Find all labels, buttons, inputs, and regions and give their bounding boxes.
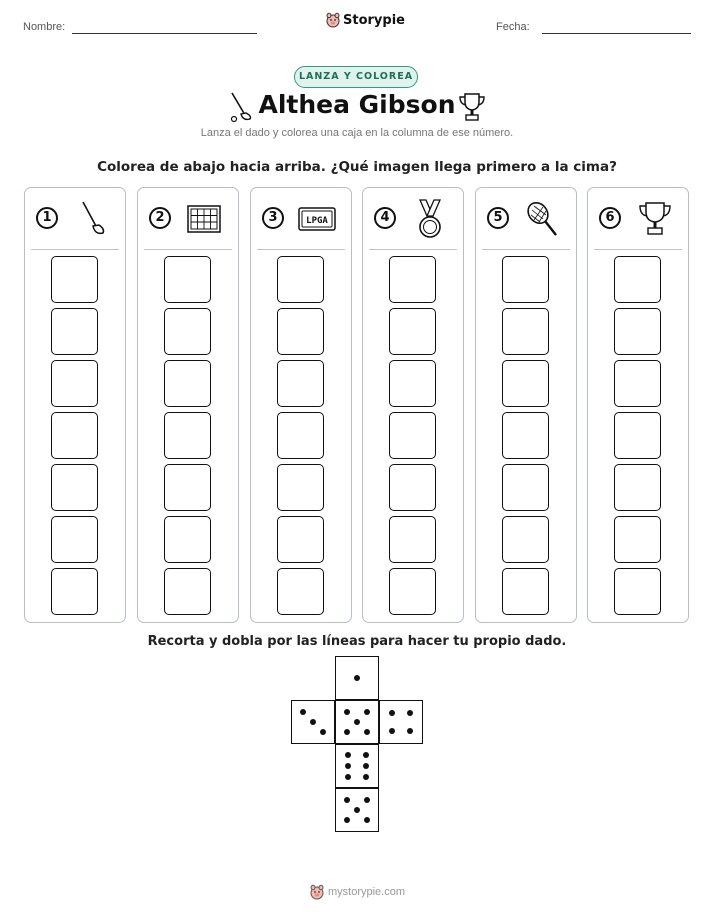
name-label: Nombre:	[23, 21, 66, 33]
color-box[interactable]	[277, 256, 324, 303]
color-box[interactable]	[277, 568, 324, 615]
column-6	[587, 187, 689, 623]
color-box[interactable]	[389, 256, 436, 303]
column-divider	[257, 249, 345, 250]
date-line	[542, 33, 691, 34]
column-number: 6	[599, 207, 621, 229]
column-2	[137, 187, 239, 623]
die-pip	[363, 774, 369, 780]
color-box[interactable]	[502, 516, 549, 563]
color-box[interactable]	[614, 464, 661, 511]
column-4	[362, 187, 464, 623]
color-box[interactable]	[277, 412, 324, 459]
color-box[interactable]	[164, 412, 211, 459]
footer-url[interactable]: mystorypie.com	[328, 886, 406, 898]
brand-logo	[326, 12, 405, 28]
color-box[interactable]	[51, 360, 98, 407]
die-pip	[354, 719, 360, 725]
color-box[interactable]	[614, 568, 661, 615]
activity-badge: LANZA Y COLOREA	[294, 66, 418, 88]
color-box[interactable]	[277, 516, 324, 563]
name-line	[72, 33, 257, 34]
die-face-3	[291, 700, 335, 744]
color-box[interactable]	[502, 308, 549, 355]
page-title: Althea Gibson	[258, 90, 456, 119]
die-pip	[344, 817, 350, 823]
pig-mascot-icon	[326, 12, 340, 28]
die-pip	[345, 752, 351, 758]
color-box[interactable]	[51, 412, 98, 459]
color-box[interactable]	[389, 516, 436, 563]
die-pip	[363, 763, 369, 769]
die-pip	[344, 729, 350, 735]
column-divider	[482, 249, 570, 250]
die-pip	[344, 709, 350, 715]
die-pip	[364, 817, 370, 823]
die-pip	[345, 774, 351, 780]
brand-name: Storypie	[343, 12, 405, 28]
die-pip	[364, 797, 370, 803]
die-pip	[344, 797, 350, 803]
column-number: 1	[36, 207, 58, 229]
die-face-5	[335, 788, 379, 832]
color-box[interactable]	[277, 308, 324, 355]
die-pip	[354, 675, 360, 681]
color-box[interactable]	[164, 360, 211, 407]
footer	[310, 884, 405, 900]
column-5	[475, 187, 577, 623]
color-box[interactable]	[51, 464, 98, 511]
column-divider	[31, 249, 119, 250]
die-pip	[345, 763, 351, 769]
die-face-5	[335, 700, 379, 744]
die-pip	[364, 709, 370, 715]
color-box[interactable]	[502, 412, 549, 459]
die-pip	[363, 752, 369, 758]
color-box[interactable]	[164, 516, 211, 563]
color-box[interactable]	[614, 256, 661, 303]
color-box[interactable]	[614, 412, 661, 459]
color-box[interactable]	[164, 568, 211, 615]
die-pip	[407, 710, 413, 716]
die-pip	[320, 729, 326, 735]
column-divider	[594, 249, 682, 250]
trophy-icon	[456, 91, 488, 123]
color-box[interactable]	[389, 412, 436, 459]
color-box[interactable]	[51, 256, 98, 303]
trophy-icon	[632, 198, 678, 240]
color-box[interactable]	[51, 568, 98, 615]
color-box[interactable]	[502, 464, 549, 511]
die-face-4	[379, 700, 423, 744]
color-box[interactable]	[277, 360, 324, 407]
color-box[interactable]	[389, 308, 436, 355]
color-box[interactable]	[389, 464, 436, 511]
column-number: 5	[487, 207, 509, 229]
tennis-net-icon	[182, 198, 228, 240]
lpga-sign-text: LPGA	[306, 216, 328, 226]
die-pip	[407, 728, 413, 734]
golf-club-icon	[69, 198, 115, 240]
color-box[interactable]	[502, 568, 549, 615]
column-3	[250, 187, 352, 623]
color-box[interactable]	[51, 308, 98, 355]
color-box[interactable]	[164, 464, 211, 511]
column-divider	[369, 249, 457, 250]
column-number: 4	[374, 207, 396, 229]
color-box[interactable]	[164, 308, 211, 355]
color-box[interactable]	[502, 256, 549, 303]
die-pip	[300, 709, 306, 715]
die-pip	[364, 729, 370, 735]
column-1	[24, 187, 126, 623]
color-box[interactable]	[277, 464, 324, 511]
color-box[interactable]	[502, 360, 549, 407]
color-box[interactable]	[614, 308, 661, 355]
column-number: 3	[262, 207, 284, 229]
die-face-6	[335, 744, 379, 788]
column-divider	[144, 249, 232, 250]
column-number: 2	[149, 207, 171, 229]
page-subtitle: Lanza el dado y colorea una caja en la columna de ese número.	[200, 127, 514, 139]
color-box[interactable]	[389, 360, 436, 407]
date-label: Fecha:	[496, 21, 530, 33]
color-box[interactable]	[389, 568, 436, 615]
medal-icon	[407, 198, 453, 240]
color-box[interactable]	[614, 360, 661, 407]
die-pip	[389, 710, 395, 716]
die-face-1	[335, 656, 379, 700]
color-box[interactable]	[164, 256, 211, 303]
die-pip	[354, 807, 360, 813]
color-box[interactable]	[614, 516, 661, 563]
die-pip	[310, 719, 316, 725]
lpga-sign-icon	[295, 198, 341, 240]
color-box[interactable]	[51, 516, 98, 563]
tennis-racket-icon	[520, 198, 566, 240]
die-pip	[389, 728, 395, 734]
pig-mascot-icon	[310, 884, 324, 900]
instruction-text: Colorea de abajo hacia arriba. ¿Qué imagen llega primero a la cima?	[97, 159, 617, 175]
die-instruction: Recorta y dobla por las líneas para hacer tu propio dado.	[147, 634, 567, 649]
